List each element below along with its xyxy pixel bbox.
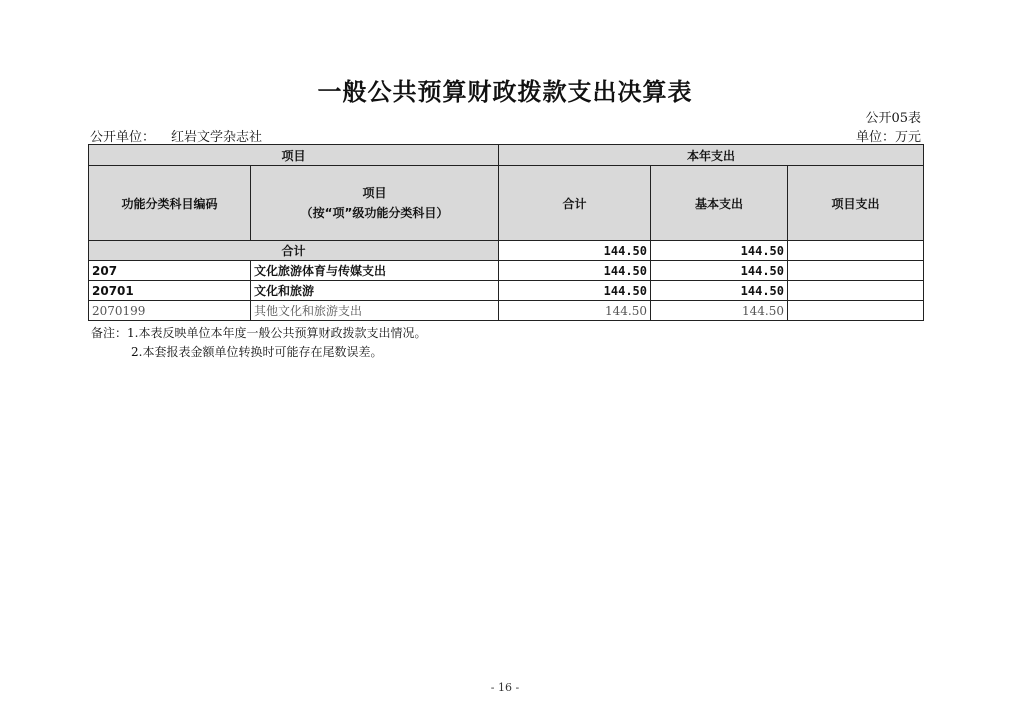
row-code: 20701	[89, 281, 251, 301]
column-header-item-line2: （按“项”级功能分类科目）	[300, 206, 449, 220]
form-number: 公开05表	[865, 111, 921, 126]
group-header-item: 项目	[89, 145, 499, 166]
table-row	[89, 301, 924, 321]
column-header-item	[251, 166, 499, 241]
row-name: 其他文化和旅游支出	[251, 301, 499, 321]
row-name: 文化和旅游	[251, 281, 499, 301]
currency-unit: 单位：万元	[855, 130, 921, 145]
row-basic: 144.50	[651, 261, 788, 281]
column-header-basic: 基本支出	[651, 166, 788, 241]
table-total-row	[89, 241, 924, 261]
budget-table	[88, 144, 924, 321]
reporting-unit-label: 公开单位：	[90, 130, 156, 145]
table-column-header-row	[89, 166, 924, 241]
row-basic: 144.50	[651, 281, 788, 301]
row-total: 144.50	[499, 301, 651, 321]
row-total: 144.50	[499, 261, 651, 281]
column-header-code: 功能分类科目编码	[89, 166, 251, 241]
row-total: 144.50	[499, 281, 651, 301]
reporting-unit	[90, 126, 262, 145]
row-name: 文化旅游体育与传媒支出	[251, 261, 499, 281]
row-code: 2070199	[89, 301, 251, 321]
total-row-label: 合计	[89, 241, 499, 261]
note-1: 备注：1.本表反映单位本年度一般公共预算财政拨款支出情况。	[91, 326, 427, 340]
row-project	[788, 301, 924, 321]
row-project	[788, 281, 924, 301]
row-project	[788, 261, 924, 281]
document-title: 一般公共预算财政拨款支出决算表	[317, 78, 693, 106]
row-basic: 144.50	[651, 301, 788, 321]
table-notes	[91, 324, 426, 362]
row-code: 207	[89, 261, 251, 281]
column-header-project: 项目支出	[788, 166, 924, 241]
note-2: 2.本套报表金额单位转换时可能存在尾数误差。	[131, 345, 383, 359]
page-number: - 16 -	[490, 681, 520, 694]
table-row	[89, 281, 924, 301]
total-row-total: 144.50	[499, 241, 651, 261]
table-row	[89, 261, 924, 281]
group-header-current-year: 本年支出	[499, 145, 924, 166]
total-row-project	[788, 241, 924, 261]
table-group-header-row	[89, 145, 924, 166]
reporting-unit-name: 红岩文学杂志社	[171, 130, 263, 145]
column-header-item-line1: 项目	[362, 186, 387, 200]
column-header-total: 合计	[499, 166, 651, 241]
total-row-basic: 144.50	[651, 241, 788, 261]
